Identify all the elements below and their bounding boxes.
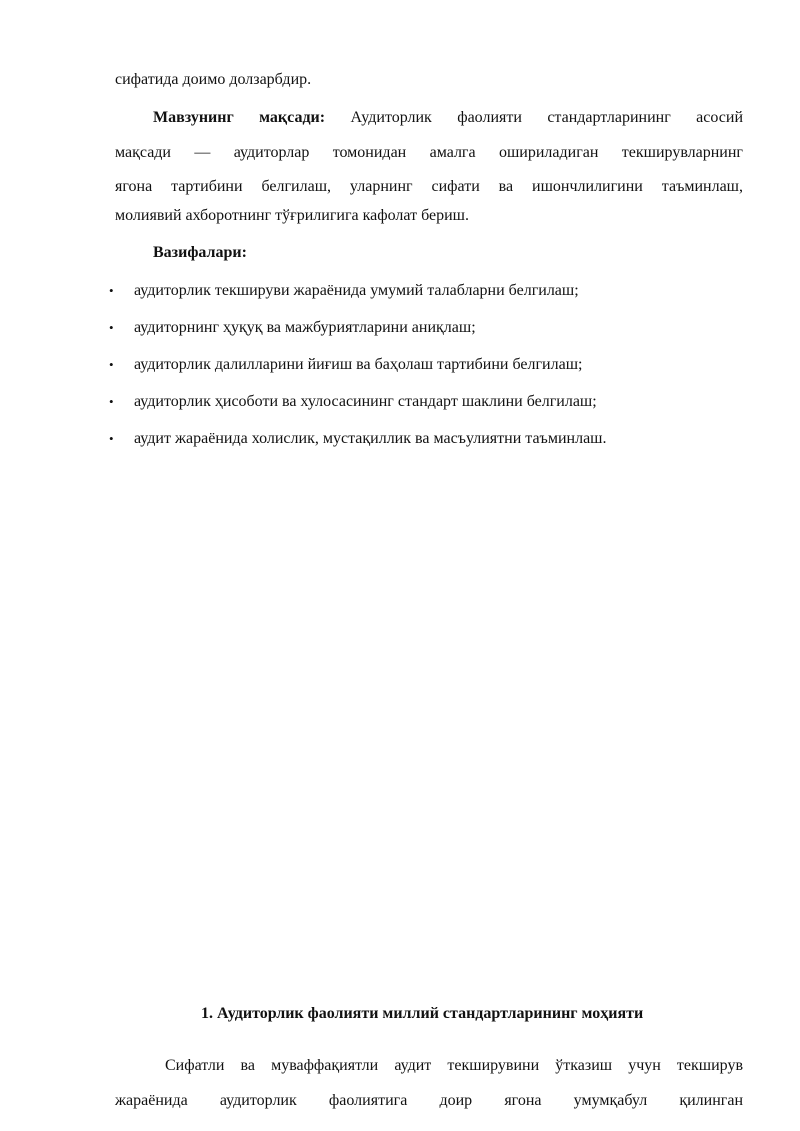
- section-1-line-2: жараёнида аудиторлик фаолиятига доир ягона умумқабул қилинган: [115, 1092, 743, 1109]
- task-item-text: аудиторлик текшируви жараёнида умумий талабларни белгилаш;: [134, 282, 579, 299]
- intro-tail-text: сифатида доимо долзарбдир.: [115, 71, 312, 88]
- goal-line-1-text: Аудиторлик фаолияти стандартларининг асосий: [350, 109, 744, 126]
- tasks-heading: Вазифалари:: [153, 244, 247, 261]
- bullet-icon: •: [109, 394, 114, 409]
- goal-paragraph-line-2: мақсади — аудиторлар томонидан амалга ошириладиган текширувларнинг: [115, 144, 743, 161]
- section-1-line-1: Сифатли ва муваффақиятли аудит текширувини ўтказиш учун текширув: [165, 1057, 743, 1074]
- task-list-item: [109, 280, 749, 302]
- task-item-text: аудиторнинг ҳуқуқ ва мажбуриятларини аниқлаш;: [134, 319, 476, 336]
- task-item-text: аудит жараёнида холислик, мустақиллик ва масъулиятни таъминлаш.: [134, 430, 607, 447]
- task-list-item: [109, 391, 749, 413]
- section-1-heading: 1. Аудиторлик фаолияти миллий стандартларининг моҳияти: [201, 1005, 644, 1022]
- bullet-icon: •: [109, 357, 114, 372]
- task-item-text: аудиторлик ҳисоботи ва хулосасининг стандарт шаклини белгилаш;: [134, 393, 597, 410]
- bullet-icon: •: [109, 320, 114, 335]
- task-list-item: [109, 317, 749, 339]
- bullet-icon: •: [109, 431, 114, 446]
- task-list-item: [109, 354, 749, 376]
- bullet-icon: •: [109, 283, 114, 298]
- goal-paragraph-line-1: [153, 107, 743, 129]
- goal-paragraph-line-4: молиявий ахборотнинг тўғрилигига кафолат бериш.: [115, 207, 469, 224]
- task-list-item: [109, 428, 749, 450]
- task-item-text: аудиторлик далилларини йиғиш ва баҳолаш тартибини белгилаш;: [134, 356, 583, 373]
- goal-paragraph-line-3: ягона тартибини белгилаш, уларнинг сифати ва ишончлилигини таъминлаш,: [115, 178, 743, 195]
- goal-label: Мавзунинг мақсади:: [153, 109, 326, 126]
